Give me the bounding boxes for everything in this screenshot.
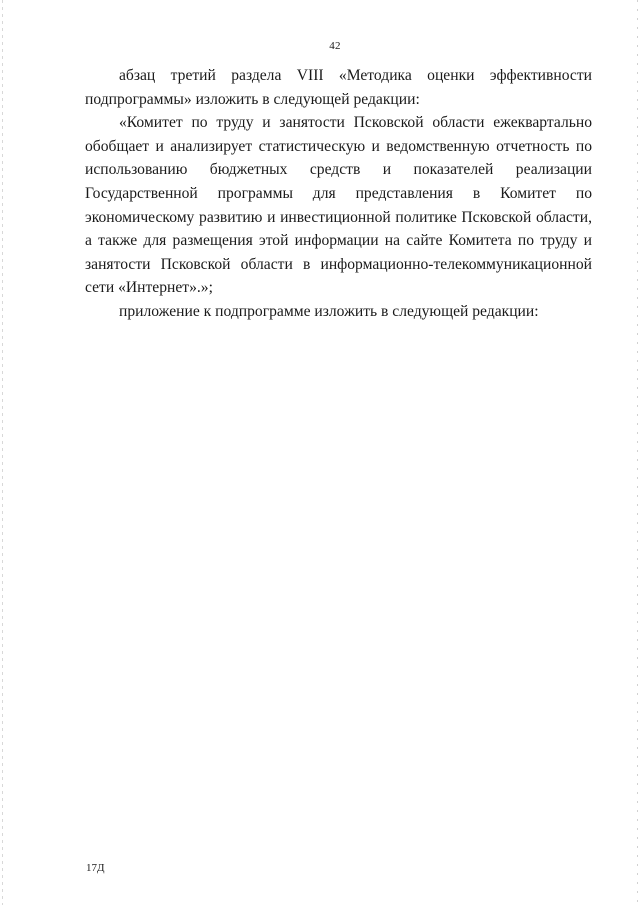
paragraph-appendix-amendment: приложение к подпрограмме изложить в следующей редакции: (119, 302, 539, 320)
scan-edge-left (2, 0, 3, 905)
paragraph-amendment-section-viii: абзац третий раздела VIII «Методика оценки эффективности подпрограммы» изложить в следующей редакции: (85, 67, 592, 108)
paragraph-committee-reporting: «Комитет по труду и занятости Псковской области ежеквартально обобщает и анализирует статистическую и ведомственную отчетность по использованию бюджетных средств и показателей реализации Государственной программы для представления в Комитет по экономическому развитию и инвестиционной политике Псковской области, а также для размещения этой информации на сайте Комитета по труду и занятости Псковской области в информационно-телекоммуникационной сети «Интернет».»; (85, 114, 592, 297)
scan-edge-right (637, 0, 638, 905)
document-body (85, 64, 592, 324)
footer-code: 17Д (86, 862, 105, 874)
page-number: 42 (329, 40, 341, 52)
